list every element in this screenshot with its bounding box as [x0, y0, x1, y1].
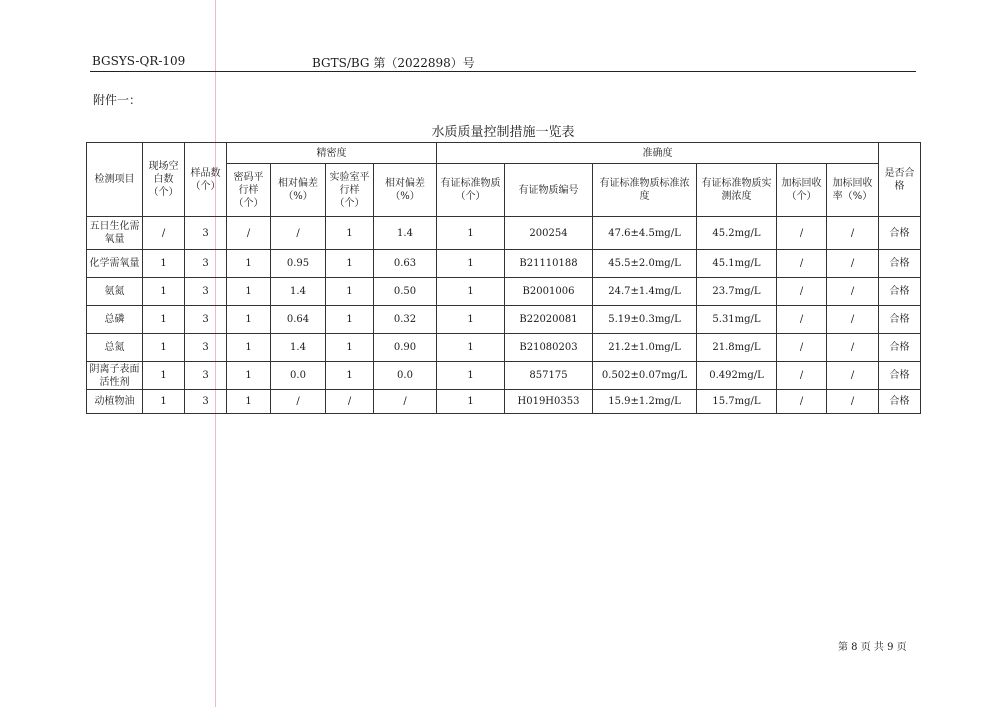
- table-row: [87, 278, 921, 306]
- col-header-spike-count: 加标回收（个）: [777, 164, 827, 217]
- table-cell: 0.95: [271, 250, 326, 278]
- col-header-precision: 精密度: [227, 143, 437, 164]
- col-header-spike-recovery: 加标回收率（%）: [827, 164, 879, 217]
- table-cell: /: [827, 362, 879, 390]
- table-cell: 合格: [879, 250, 921, 278]
- table-cell: B21080203: [505, 334, 593, 362]
- table-cell: 45.5±2.0mg/L: [593, 250, 697, 278]
- table-cell: 3: [185, 390, 227, 414]
- table-cell: /: [777, 334, 827, 362]
- table-cell: /: [271, 217, 326, 250]
- table-cell: 3: [185, 217, 227, 250]
- page-number: 第 8 页 共 9 页: [838, 642, 907, 653]
- table-cell: /: [777, 362, 827, 390]
- table-row: [87, 362, 921, 390]
- table-cell: 0.0: [271, 362, 326, 390]
- table-cell: 合格: [879, 362, 921, 390]
- table-cell: 合格: [879, 334, 921, 362]
- table-cell: /: [227, 217, 271, 250]
- table-cell: 0.63: [374, 250, 437, 278]
- table-cell: 1: [437, 217, 505, 250]
- table-cell: 1: [437, 362, 505, 390]
- table-cell: 1: [227, 334, 271, 362]
- table-cell: 15.7mg/L: [697, 390, 777, 414]
- col-header-item: 检测项目: [87, 143, 143, 217]
- table-cell: 3: [185, 250, 227, 278]
- table-cell: 1: [227, 362, 271, 390]
- table-cell: 45.1mg/L: [697, 250, 777, 278]
- table-cell: 1: [437, 250, 505, 278]
- table-row: [87, 306, 921, 334]
- table-cell: 200254: [505, 217, 593, 250]
- table-cell: 1.4: [271, 278, 326, 306]
- table-cell: /: [777, 250, 827, 278]
- table-cell: 总磷: [87, 306, 143, 334]
- table-cell: 1.4: [374, 217, 437, 250]
- col-header-crm-standard: 有证标准物质标准浓度: [593, 164, 697, 217]
- table-cell: 1: [227, 250, 271, 278]
- table-cell: 化学需氧量: [87, 250, 143, 278]
- table-row: [87, 334, 921, 362]
- table-cell: 0.50: [374, 278, 437, 306]
- table-cell: B2001006: [505, 278, 593, 306]
- col-header-lab-parallel: 实验室平行样（个）: [326, 164, 374, 217]
- table-cell: 五日生化需氧量: [87, 217, 143, 250]
- table-cell: 氨氮: [87, 278, 143, 306]
- attachment-label: 附件一：: [93, 93, 142, 107]
- table-cell: /: [374, 390, 437, 414]
- report-number: BGTS/BG 第（2022898）号: [312, 56, 475, 70]
- table-cell: 3: [185, 278, 227, 306]
- table-cell: 1: [326, 362, 374, 390]
- table-cell: /: [143, 217, 185, 250]
- table-cell: 1: [143, 278, 185, 306]
- table-cell: 0.90: [374, 334, 437, 362]
- table-cell: 23.7mg/L: [697, 278, 777, 306]
- table-cell: 47.6±4.5mg/L: [593, 217, 697, 250]
- table-cell: 1: [326, 278, 374, 306]
- table-cell: 1: [437, 390, 505, 414]
- table-row: [87, 217, 921, 250]
- table-cell: 0.64: [271, 306, 326, 334]
- table-cell: 阴离子表面活性剂: [87, 362, 143, 390]
- col-header-crm-code: 有证物质编号: [505, 164, 593, 217]
- table-cell: 1: [143, 362, 185, 390]
- table-title: 水质质量控制措施一览表: [431, 125, 575, 140]
- col-header-relative-deviation: 相对偏差（%）: [271, 164, 326, 217]
- table-cell: 合格: [879, 278, 921, 306]
- table-cell: 1: [326, 306, 374, 334]
- table-cell: 动植物油: [87, 390, 143, 414]
- table-cell: 1: [143, 390, 185, 414]
- col-header-relative-deviation: 相对偏差（%）: [374, 164, 437, 217]
- table-cell: 1: [437, 334, 505, 362]
- table-cell: /: [827, 390, 879, 414]
- table-cell: 1: [143, 334, 185, 362]
- quality-control-table: [86, 142, 921, 414]
- table-cell: 0.32: [374, 306, 437, 334]
- form-code: BGSYS-QR-109: [92, 54, 186, 68]
- table-cell: /: [827, 306, 879, 334]
- table-cell: B22020081: [505, 306, 593, 334]
- table-cell: 合格: [879, 390, 921, 414]
- table-cell: 1: [437, 278, 505, 306]
- table-cell: 1: [227, 390, 271, 414]
- table-cell: 3: [185, 334, 227, 362]
- table-cell: /: [326, 390, 374, 414]
- col-header-field-blank: 现场空白数（个）: [143, 143, 185, 217]
- table-cell: /: [777, 217, 827, 250]
- document-header: [90, 53, 916, 72]
- table-cell: /: [777, 306, 827, 334]
- col-header-sample-count: 样品数（个）: [185, 143, 227, 217]
- table-cell: /: [827, 334, 879, 362]
- table-cell: 857175: [505, 362, 593, 390]
- table-cell: 1.4: [271, 334, 326, 362]
- table-cell: 总氮: [87, 334, 143, 362]
- table-cell: 0.502±0.07mg/L: [593, 362, 697, 390]
- col-header-qualified: 是否合格: [879, 143, 921, 217]
- col-header-blind-parallel: 密码平行样（个）: [227, 164, 271, 217]
- table-row: [87, 390, 921, 414]
- table-cell: 15.9±1.2mg/L: [593, 390, 697, 414]
- table-cell: 1: [143, 250, 185, 278]
- table-cell: /: [827, 217, 879, 250]
- table-cell: /: [777, 278, 827, 306]
- table-cell: 1: [326, 334, 374, 362]
- table-cell: 21.2±1.0mg/L: [593, 334, 697, 362]
- table-cell: 0.492mg/L: [697, 362, 777, 390]
- table-cell: 45.2mg/L: [697, 217, 777, 250]
- col-header-crm-count: 有证标准物质（个）: [437, 164, 505, 217]
- table-cell: 5.19±0.3mg/L: [593, 306, 697, 334]
- table-cell: 3: [185, 306, 227, 334]
- table-cell: 1: [326, 250, 374, 278]
- table-cell: /: [271, 390, 326, 414]
- col-header-accuracy: 准确度: [437, 143, 879, 164]
- table-cell: 5.31mg/L: [697, 306, 777, 334]
- table-cell: 24.7±1.4mg/L: [593, 278, 697, 306]
- table-cell: 1: [143, 306, 185, 334]
- table-cell: /: [777, 390, 827, 414]
- table-cell: 1: [437, 306, 505, 334]
- table-cell: 1: [227, 278, 271, 306]
- table-cell: /: [827, 278, 879, 306]
- table-cell: 1: [326, 217, 374, 250]
- table-cell: H019H0353: [505, 390, 593, 414]
- table-cell: /: [827, 250, 879, 278]
- col-header-crm-measured: 有证标准物质实测浓度: [697, 164, 777, 217]
- table-cell: 合格: [879, 217, 921, 250]
- table-cell: 3: [185, 362, 227, 390]
- table-cell: 1: [227, 306, 271, 334]
- table-cell: 21.8mg/L: [697, 334, 777, 362]
- table-cell: 0.0: [374, 362, 437, 390]
- table-cell: B21110188: [505, 250, 593, 278]
- table-cell: 合格: [879, 306, 921, 334]
- table-row: [87, 250, 921, 278]
